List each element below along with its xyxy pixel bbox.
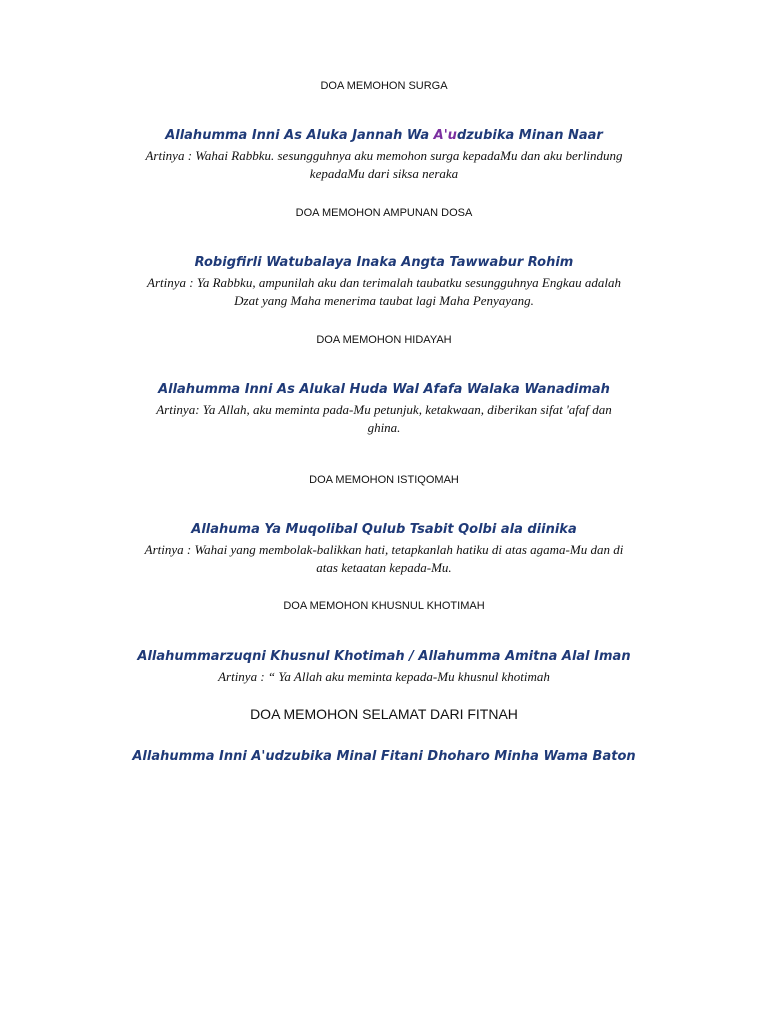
prayer-hidayah: Allahumma Inni As Alukal Huda Wal Afafa Walaka Wanadimah: [158, 382, 610, 397]
prayer-surga: [0, 128, 768, 143]
meaning-line: Artinya : “ Ya Allah aku meminta kepada-Mu khusnul khotimah: [218, 669, 550, 684]
meaning-line: atas ketaatan kepada-Mu.: [316, 560, 452, 575]
meaning-ampunan: [0, 274, 768, 310]
meaning-line: Dzat yang Maha menerima taubat lagi Maha Penyayang.: [234, 293, 534, 308]
meaning-surga: [0, 147, 768, 183]
prayer-khusnul-khotimah: Allahummarzuqni Khusnul Khotimah / Allahumma Amitna Alal Iman: [137, 649, 631, 664]
prayer-fitnah: Allahumma Inni A'udzubika Minal Fitani Dhoharo Minha Wama Baton: [132, 749, 636, 764]
meaning-line: Artinya: Ya Allah, aku meminta pada-Mu petunjuk, ketakwaan, diberikan sifat 'afaf dan: [156, 402, 612, 417]
meaning-khusnul-khotimah: [0, 668, 768, 686]
prayer-istiqomah: Allahuma Ya Muqolibal Qulub Tsabit Qolbi ala diinika: [191, 522, 577, 537]
prayer-ampunan: Robigfirli Watubalaya Inaka Angta Tawwabur Rohim: [194, 255, 574, 270]
section-heading-ampunan: DOA MEMOHON AMPUNAN DOSA: [295, 207, 473, 219]
section-heading-fitnah: DOA MEMOHON SELAMAT DARI FITNAH: [250, 706, 518, 722]
meaning-line: kepadaMu dari siksa neraka: [309, 166, 459, 181]
meaning-istiqomah: [0, 541, 768, 577]
meaning-hidayah: [0, 401, 768, 437]
prayer-surga-part2: dzubika Minan Naar: [456, 128, 603, 143]
meaning-line: Artinya : Wahai yang membolak-balikkan hati, tetapkanlah hatiku di atas agama-Mu dan di: [144, 542, 624, 557]
section-heading-surga: DOA MEMOHON SURGA: [320, 80, 448, 92]
meaning-line: Artinya : Ya Rabbku, ampunilah aku dan terimalah taubatku sesungguhnya Engkau adalah: [147, 275, 621, 290]
section-heading-istiqomah: DOA MEMOHON ISTIQOMAH: [309, 474, 459, 486]
section-heading-hidayah: DOA MEMOHON HIDAYAH: [316, 334, 452, 346]
section-heading-khusnul-khotimah: DOA MEMOHON KHUSNUL KHOTIMAH: [283, 600, 485, 612]
prayer-surga-highlight: A'u: [433, 128, 457, 143]
prayer-surga-part1: Allahumma Inni As Aluka Jannah Wa: [165, 128, 434, 143]
meaning-line: ghina.: [367, 420, 401, 435]
meaning-line: Artinya : Wahai Rabbku. sesungguhnya aku memohon surga kepadaMu dan aku berlindung: [145, 148, 623, 163]
